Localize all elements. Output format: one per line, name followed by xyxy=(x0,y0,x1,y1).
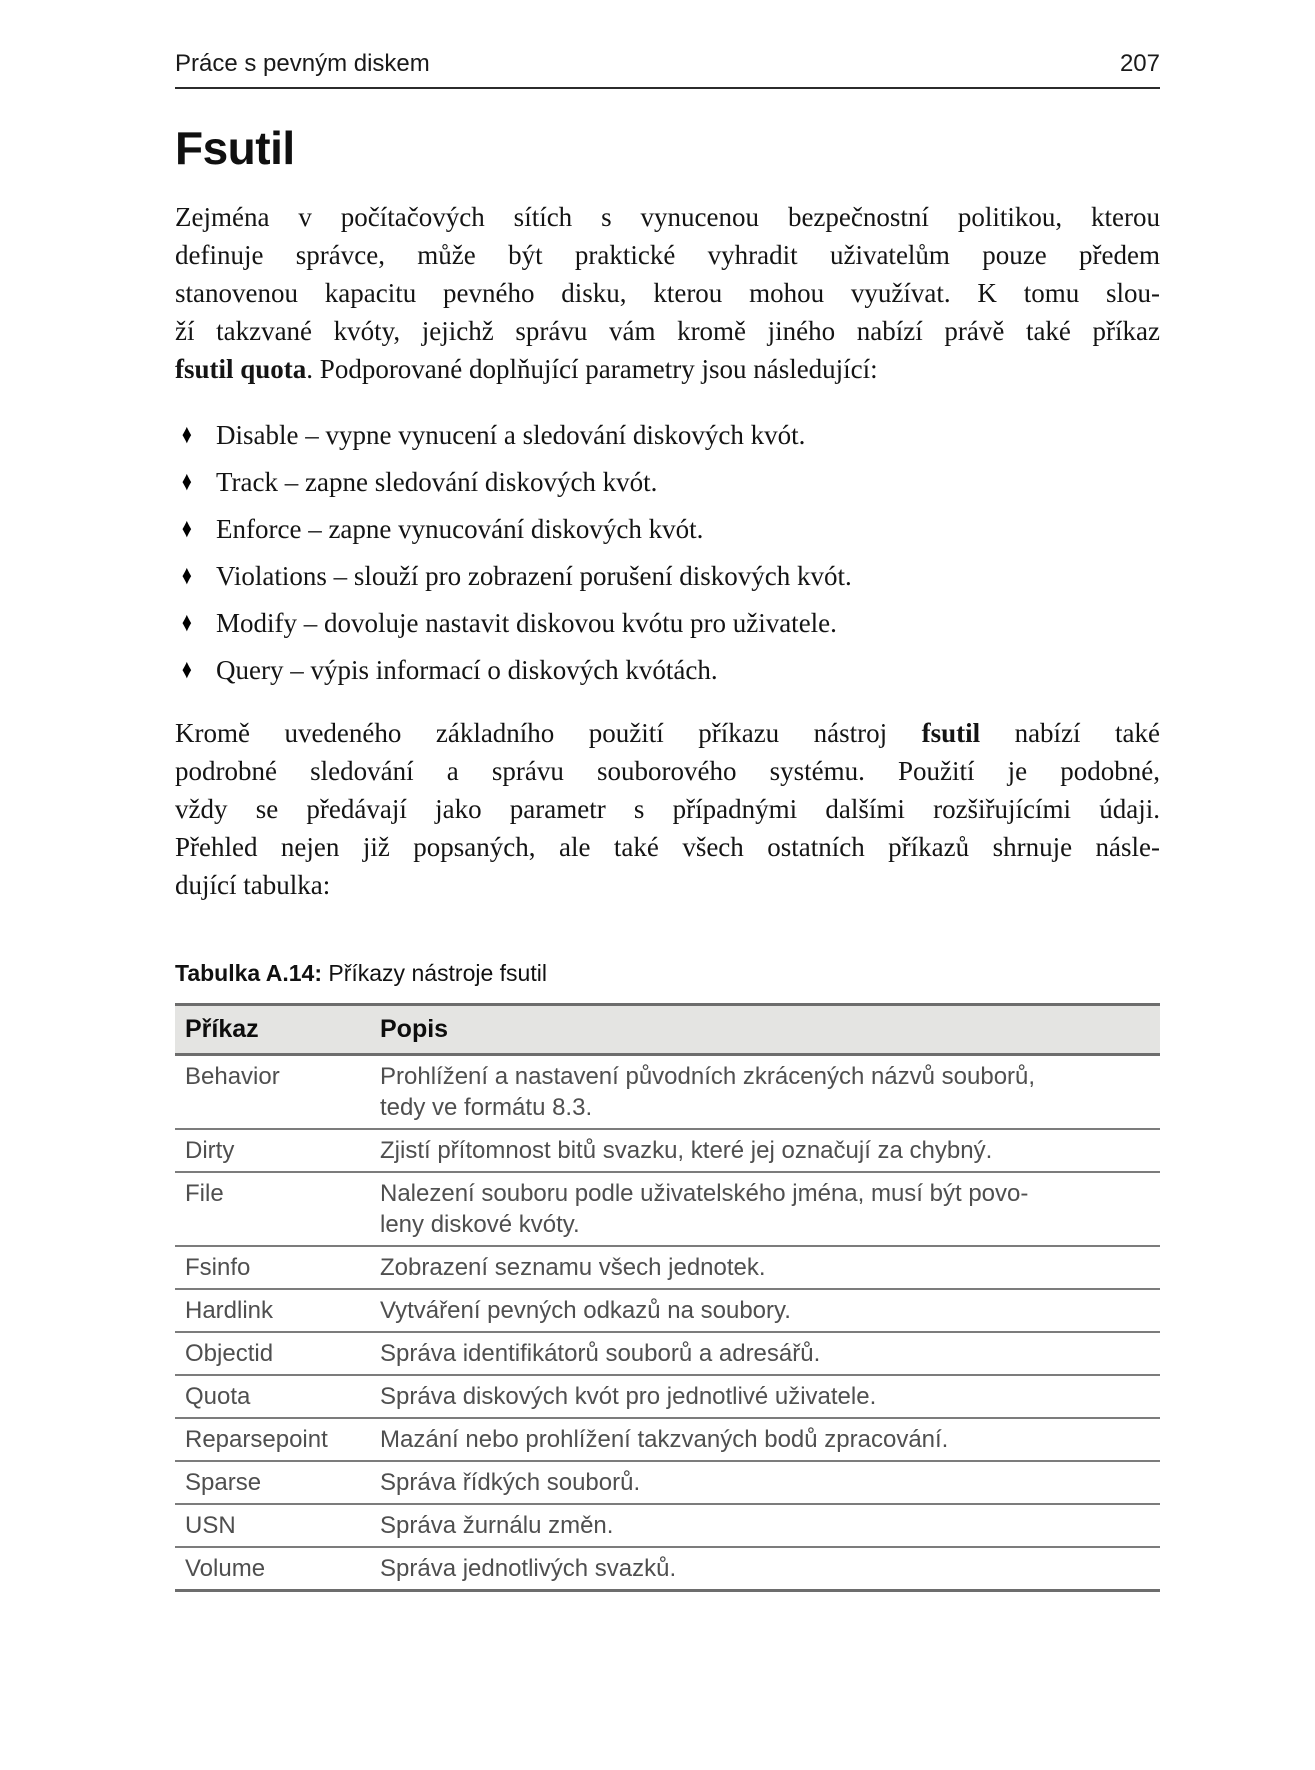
diamond-bullet-icon: ♦ xyxy=(181,607,192,637)
column-header-description: Popis xyxy=(370,1005,1160,1055)
header-rule xyxy=(175,87,1160,89)
description-cell: Správa žurnálu změn. xyxy=(370,1504,1160,1547)
bold-text: fsutil xyxy=(921,718,981,748)
command-cell: Dirty xyxy=(175,1129,370,1172)
command-cell: Reparsepoint xyxy=(175,1418,370,1461)
diamond-bullet-icon: ♦ xyxy=(181,513,192,543)
description-cell: Prohlížení a nastavení původních zkrácených názvů souborů, tedy ve formátu 8.3. xyxy=(370,1055,1160,1130)
text-segment: dující tabulka: xyxy=(175,870,331,900)
text-line xyxy=(175,236,1160,274)
description-cell: Správa diskových kvót pro jednotlivé uživatele. xyxy=(370,1375,1160,1418)
table-row xyxy=(175,1055,1160,1130)
text-segment: nabízí také xyxy=(980,718,1160,748)
list-item-text: Enforce – zapne vynucování diskových kvót. xyxy=(216,514,704,544)
table-header-row xyxy=(175,1005,1160,1055)
command-cell: Fsinfo xyxy=(175,1246,370,1289)
description-cell: Správa řídkých souborů. xyxy=(370,1461,1160,1504)
table-row xyxy=(175,1246,1160,1289)
text-line xyxy=(175,350,1160,388)
description-cell: Správa identifikátorů souborů a adresářů. xyxy=(370,1332,1160,1375)
text-segment: Kromě uvedeného základního použití příkazu nástroj xyxy=(175,718,922,748)
table-body xyxy=(175,1055,1160,1591)
text-line xyxy=(175,198,1160,236)
list-item xyxy=(175,557,1160,595)
text-segment: stanovenou kapacitu pevného disku, kterou mohou využívat. K tomu slou- xyxy=(175,278,1160,308)
table-row xyxy=(175,1504,1160,1547)
command-cell: USN xyxy=(175,1504,370,1547)
table-row xyxy=(175,1375,1160,1418)
text-segment: podrobné sledování a správu souborového systému. Použití je podobné, xyxy=(175,756,1160,786)
text-segment: Zejména v počítačových sítích s vynucenou bezpečnostní politikou, kterou xyxy=(175,202,1160,232)
body-paragraph xyxy=(175,714,1160,904)
list-item xyxy=(175,510,1160,548)
diamond-bullet-icon: ♦ xyxy=(181,654,192,684)
section-title: Fsutil xyxy=(175,122,295,174)
command-cell: Behavior xyxy=(175,1055,370,1130)
text-segment: vždy se předávají jako parametr s případnými dalšími rozšiřujícími údaji. xyxy=(175,794,1160,824)
running-head xyxy=(175,0,1160,78)
description-cell: Vytváření pevných odkazů na soubory. xyxy=(370,1289,1160,1332)
fsutil-commands-table xyxy=(175,1003,1160,1592)
table-row xyxy=(175,1547,1160,1591)
command-cell: Objectid xyxy=(175,1332,370,1375)
table-header xyxy=(175,1005,1160,1055)
list-item xyxy=(175,463,1160,501)
diamond-bullet-icon: ♦ xyxy=(181,466,192,496)
text-line xyxy=(175,274,1160,312)
text-line xyxy=(175,866,1160,904)
table-caption-label: Tabulka A.14: xyxy=(175,960,322,986)
description-cell: Mazání nebo prohlížení takzvaných bodů zpracování. xyxy=(370,1418,1160,1461)
command-cell: Quota xyxy=(175,1375,370,1418)
list-item-text: Track – zapne sledování diskových kvót. xyxy=(216,467,658,497)
table-row xyxy=(175,1172,1160,1246)
bold-text: fsutil quota xyxy=(175,354,307,384)
page-number: 207 xyxy=(1119,50,1160,77)
text-line xyxy=(175,790,1160,828)
description-cell: Zobrazení seznamu všech jednotek. xyxy=(370,1246,1160,1289)
list-item-text: Modify – dovoluje nastavit diskovou kvótu pro uživatele. xyxy=(216,608,837,638)
diamond-bullet-icon: ♦ xyxy=(181,419,192,449)
description-cell: Nalezení souboru podle uživatelského jména, musí být povo- leny diskové kvóty. xyxy=(370,1172,1160,1246)
text-segment: Přehled nejen již popsaných, ale také všech ostatních příkazů shrnuje násle- xyxy=(175,832,1160,862)
command-cell: Volume xyxy=(185,1555,266,1582)
command-cell: File xyxy=(175,1172,370,1246)
description-cell: Správa jednotlivých svazků. xyxy=(380,1555,677,1582)
table-row xyxy=(175,1461,1160,1504)
list-item-text: Violations – slouží pro zobrazení porušení diskových kvót. xyxy=(216,561,852,591)
table-caption xyxy=(175,960,1160,987)
list-item xyxy=(175,416,1160,454)
text-segment: ží takzvané kvóty, jejichž správu vám kromě jiného nabízí právě také příkaz xyxy=(175,316,1160,346)
text-line xyxy=(175,312,1160,350)
running-head-title: Práce s pevným diskem xyxy=(175,50,430,77)
text-segment: . Podporované doplňující parametry jsou následující: xyxy=(306,354,878,384)
list-item-text: Disable – vypne vynucení a sledování diskových kvót. xyxy=(216,420,806,450)
command-cell: Hardlink xyxy=(175,1289,370,1332)
intro-paragraph xyxy=(175,198,1160,388)
list-item xyxy=(175,604,1160,642)
description-cell: Zjistí přítomnost bitů svazku, které jej označují za chybný. xyxy=(370,1129,1160,1172)
page-content xyxy=(175,0,1160,1592)
table-row xyxy=(175,1289,1160,1332)
table-caption-text: Příkazy nástroje fsutil xyxy=(328,960,547,986)
diamond-bullet-icon: ♦ xyxy=(181,560,192,590)
parameter-list xyxy=(175,416,1160,689)
table-row xyxy=(175,1129,1160,1172)
list-item-text: Query – výpis informací o diskových kvótách. xyxy=(216,655,718,685)
table-row xyxy=(175,1332,1160,1375)
text-line xyxy=(175,828,1160,866)
text-line xyxy=(175,714,1160,752)
text-line xyxy=(175,752,1160,790)
command-cell: Sparse xyxy=(175,1461,370,1504)
table-row xyxy=(175,1418,1160,1461)
column-header-command: Příkaz xyxy=(175,1005,370,1055)
list-item xyxy=(175,651,1160,689)
text-segment: definuje správce, může být praktické vyhradit uživatelům pouze předem xyxy=(175,240,1160,270)
